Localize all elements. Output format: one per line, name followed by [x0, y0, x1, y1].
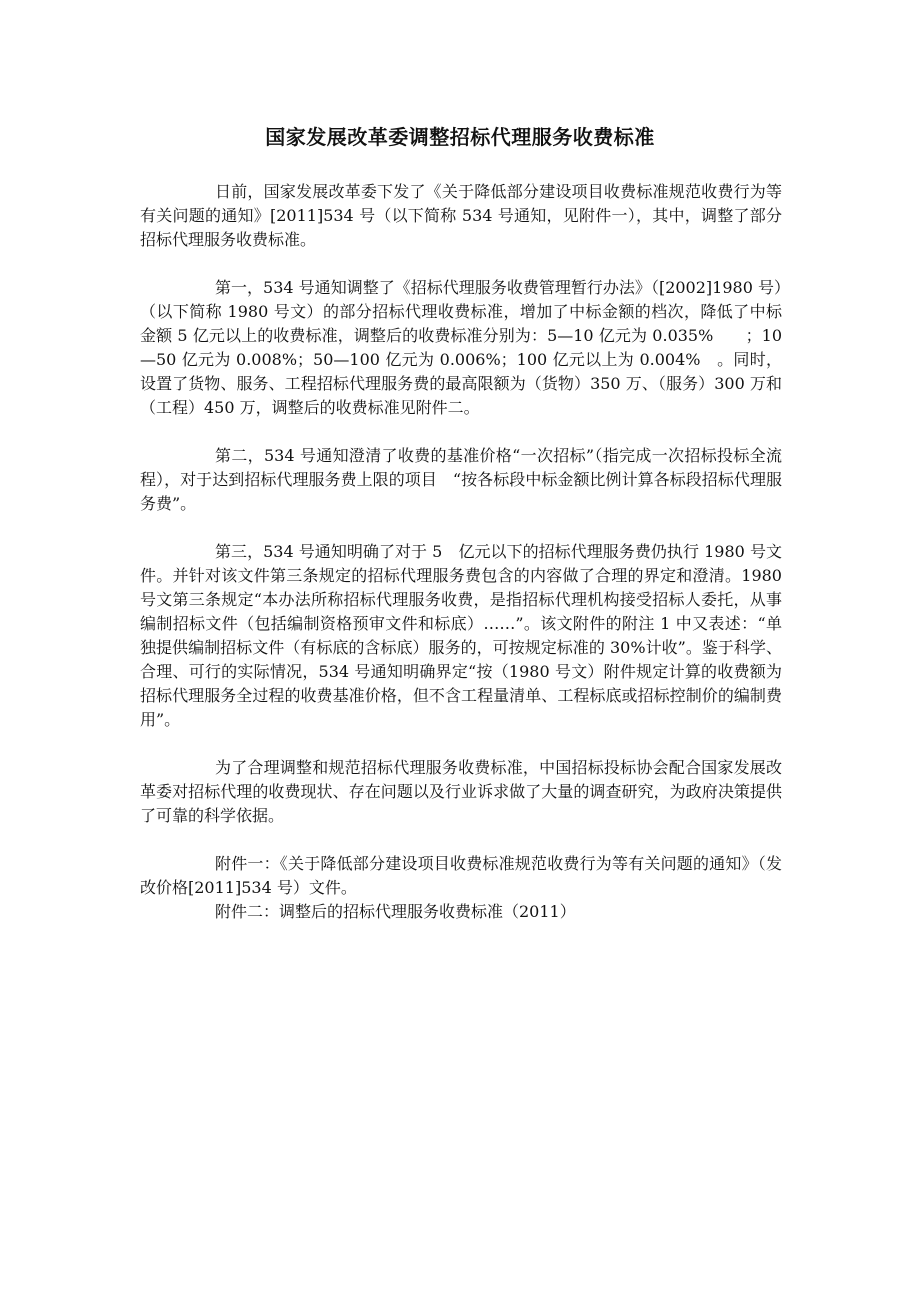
attachment-two: 附件二：调整后的招标代理服务收费标准（2011） [215, 902, 576, 921]
document-body [140, 180, 782, 924]
paragraph-second-point: 第二，534 号通知澄清了收费的基准价格“一次招标”（指完成一次招标投标全流程），对于达到招标代理服务费上限的项目 “按各标段中标金额比例计算各标段招标代理服务费”。 [140, 446, 782, 513]
attachment-one: 附件一：《关于降低部分建设项目收费标准规范收费行为等有关问题的通知》（发改价格[2011]534 号）文件。 [140, 854, 782, 897]
paragraph-conclusion: 为了合理调整和规范招标代理服务收费标准，中国招标投标协会配合国家发展改革委对招标代理的收费现状、存在问题以及行业诉求做了大量的调查研究，为政府决策提供了可靠的科学依据。 [140, 758, 782, 825]
paragraph-intro: 日前，国家发展改革委下发了《关于降低部分建设项目收费标准规范收费行为等有关问题的通知》[2011]534 号（以下简称 534 号通知，见附件一），其中，调整了部分招标代理服务收费标准。 [140, 182, 782, 249]
paragraph-third-point: 第三，534 号通知明确了对于 5 亿元以下的招标代理服务费仍执行 1980 号文件。并针对该文件第三条规定的招标代理服务费包含的内容做了合理的界定和澄清。1980 号文第三条规定“本办法所称招标代理服务收费，是指招标代理机构接受招标人委托，从事编制招标文件（包括编制资格预审文件和标底）……”。该文附件的附注 1 中又表述：“单独提供编制招标文件（有标底的含标底）服务的，可按规定标准的 30%计收”。鉴于科学、合理、可行的实际情况，534 号通知明确界定“按（1980 号文）附件规定计算的收费额为招标代理服务全过程的收费基准价格，但不含工程量清单、工程标底或招标控制价的编制费用”。 [140, 542, 782, 729]
document-title: 国家发展改革委调整招标代理服务收费标准 [265, 125, 655, 149]
paragraph-first-point: 第一，534 号通知调整了《招标代理服务收费管理暂行办法》（[2002]1980 号）（以下简称 1980 号文）的部分招标代理收费标准，增加了中标金额的档次，降低了中标金额 5 亿元以上的收费标准，调整后的收费标准分别为：5—10 亿元为 0.035% ；10—50 亿元为 0.008%；50—100 亿元为 0.006%；100 亿元以上为 0.004% 。同时，设置了货物、服务、工程招标代理服务费的最高限额为（货物）350 万、（服务）300 万和（工程）450 万，调整后的收费标准见附件二。 [140, 278, 782, 417]
